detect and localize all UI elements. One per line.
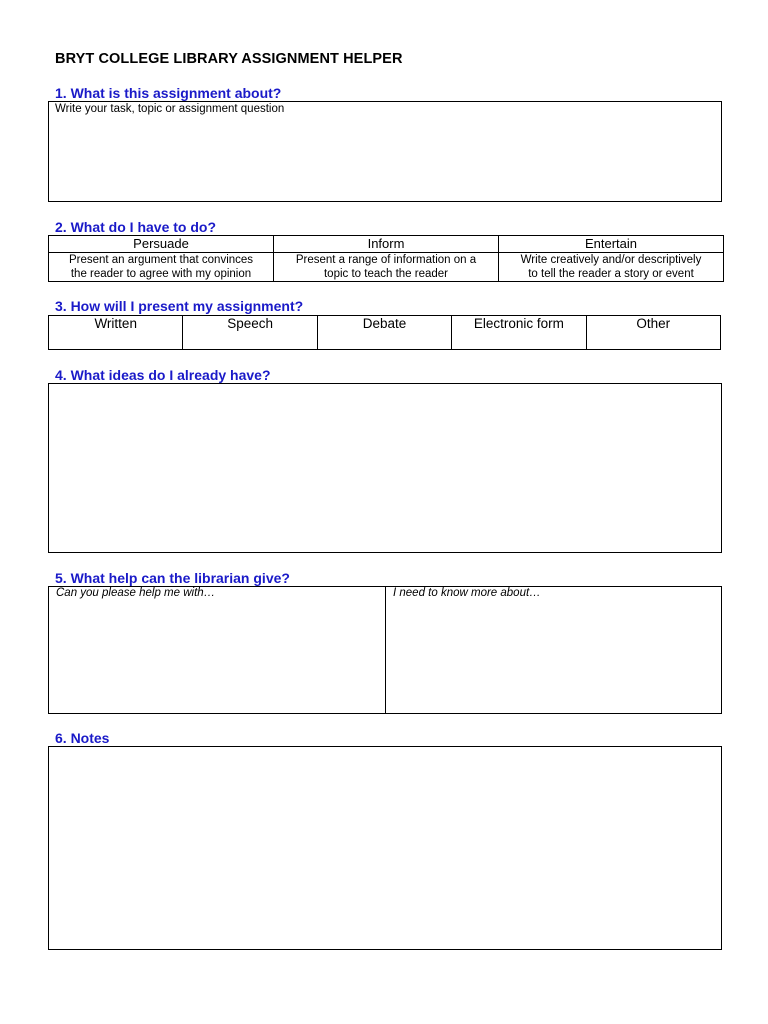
presentation-option-written[interactable]: Written bbox=[49, 316, 183, 350]
section-1-heading: 1. What is this assignment about? bbox=[55, 85, 282, 101]
desc-line: Write creatively and/or descriptively bbox=[520, 254, 702, 266]
desc-line: Present an argument that convinces bbox=[68, 254, 254, 266]
assignment-topic-hint: Write your task, topic or assignment question bbox=[55, 103, 285, 115]
section-3-heading: 3. How will I present my assignment? bbox=[55, 298, 304, 314]
librarian-help-box bbox=[48, 586, 722, 714]
presentation-table bbox=[48, 315, 721, 350]
know-more-hint: I need to know more about… bbox=[393, 587, 541, 599]
presentation-option-debate[interactable]: Debate bbox=[317, 316, 451, 350]
desc-line: topic to teach the reader bbox=[323, 268, 449, 280]
section-6-heading: 6. Notes bbox=[55, 730, 110, 746]
desc-line: the reader to agree with my opinion bbox=[70, 268, 252, 280]
section-2-heading: 2. What do I have to do? bbox=[55, 219, 216, 235]
know-more-field[interactable] bbox=[386, 587, 721, 713]
section-5-heading: 5. What help can the librarian give? bbox=[55, 570, 290, 586]
desc-line: Present a range of information on a bbox=[295, 254, 477, 266]
purpose-desc-inform bbox=[274, 253, 499, 282]
section-4-heading: 4. What ideas do I already have? bbox=[55, 367, 271, 383]
purpose-desc-persuade bbox=[49, 253, 274, 282]
purpose-option-inform[interactable]: Inform bbox=[274, 236, 499, 253]
purpose-option-entertain[interactable]: Entertain bbox=[499, 236, 724, 253]
existing-ideas-field[interactable] bbox=[48, 383, 722, 553]
presentation-option-electronic[interactable]: Electronic form bbox=[452, 316, 586, 350]
purpose-desc-entertain bbox=[499, 253, 724, 282]
desc-line: to tell the reader a story or event bbox=[528, 268, 694, 280]
assignment-topic-field[interactable] bbox=[48, 101, 722, 202]
presentation-option-other[interactable]: Other bbox=[586, 316, 720, 350]
presentation-option-speech[interactable]: Speech bbox=[183, 316, 317, 350]
help-with-hint: Can you please help me with… bbox=[56, 587, 216, 599]
purpose-table bbox=[48, 235, 724, 282]
notes-field[interactable] bbox=[48, 746, 722, 950]
purpose-option-persuade[interactable]: Persuade bbox=[49, 236, 274, 253]
document-title: BRYT COLLEGE LIBRARY ASSIGNMENT HELPER bbox=[55, 51, 403, 67]
help-with-field[interactable] bbox=[49, 587, 385, 713]
